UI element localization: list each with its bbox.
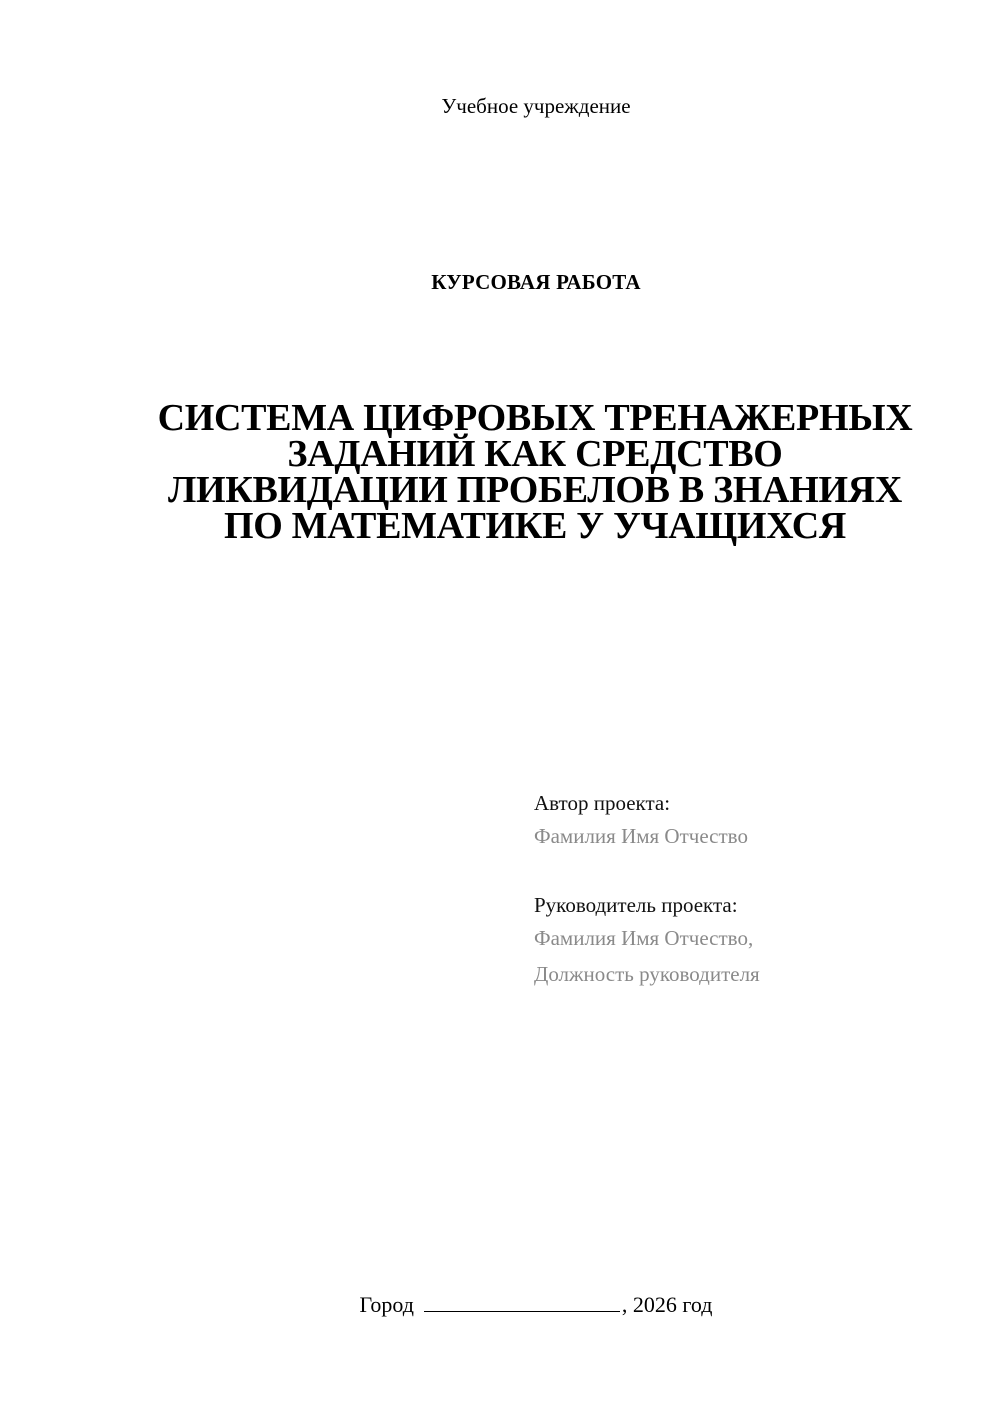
author-label: Автор проекта:	[534, 791, 671, 815]
year-text: , 2026 год	[621, 1292, 713, 1317]
supervisor-name: Фамилия Имя Отчество,	[534, 926, 754, 950]
institution-name: Учебное учреждение	[441, 94, 631, 118]
city-label: Город	[359, 1292, 414, 1317]
work-title-line: ЛИКВИДАЦИИ ПРОБЕЛОВ В ЗНАНИЯХ	[167, 469, 903, 511]
author-name: Фамилия Имя Отчество	[534, 824, 748, 848]
supervisor-position: Должность руководителя	[534, 962, 760, 986]
project-info	[534, 788, 974, 992]
work-title-line: ЗАДАНИЙ КАК СРЕДСТВО	[287, 433, 783, 475]
city-blank-line	[424, 1291, 620, 1312]
work-title-line: ПО МАТЕМАТИКЕ У УЧАЩИХСЯ	[223, 505, 847, 547]
spacer	[534, 854, 974, 890]
work-type-heading: КУРСОВАЯ РАБОТА	[431, 270, 641, 294]
supervisor-label: Руководитель проекта:	[534, 893, 738, 917]
city-year-line	[0, 1290, 1000, 1320]
work-title-line: СИСТЕМА ЦИФРОВЫХ ТРЕНАЖЕРНЫХ	[157, 397, 913, 439]
work-title	[140, 397, 930, 547]
